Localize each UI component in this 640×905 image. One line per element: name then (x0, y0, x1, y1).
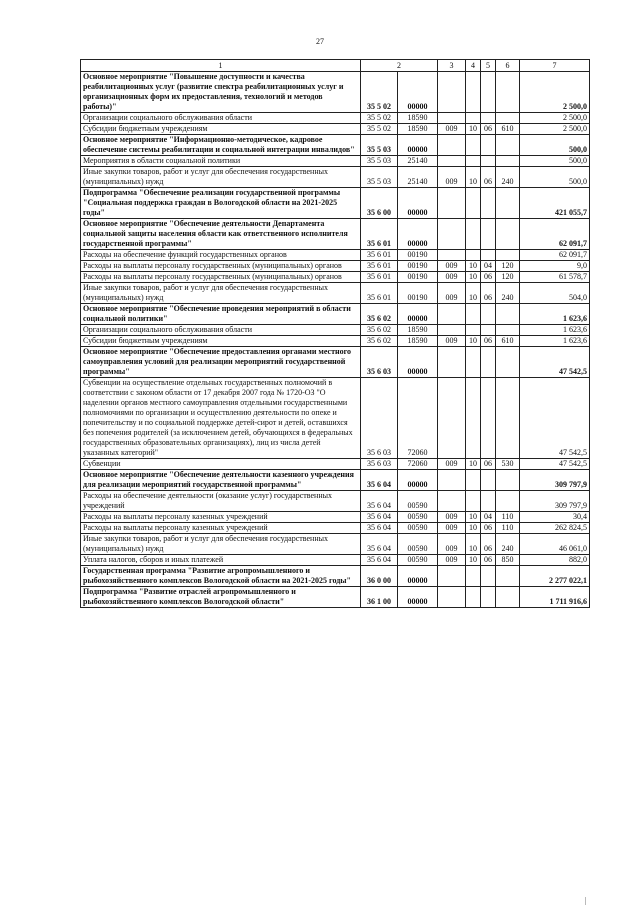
table-row (81, 113, 590, 124)
row-subsection-cell (481, 156, 496, 167)
row-subsection-cell: 06 (481, 555, 496, 566)
row-amount-cell: 309 797,9 (520, 491, 590, 512)
column-number-6: 6 (496, 60, 520, 72)
row-code-cell: 35 6 01 (361, 283, 398, 304)
row-ministry-cell (438, 347, 466, 378)
row-section-cell (466, 304, 481, 325)
row-section-cell (466, 113, 481, 124)
row-subsection-cell: 06 (481, 272, 496, 283)
row-section-cell: 10 (466, 124, 481, 135)
table-row (81, 459, 590, 470)
row-ministry-cell: 009 (438, 261, 466, 272)
column-number-3: 3 (438, 60, 466, 72)
row-code-cell: 35 6 02 (361, 304, 398, 325)
table-row (81, 523, 590, 534)
row-amount-cell: 62 091,7 (520, 250, 590, 261)
row-name-cell: Иные закупки товаров, работ и услуг для обеспечения государственных (муниципальных) нужд (81, 167, 361, 188)
row-amount-cell: 62 091,7 (520, 219, 590, 250)
row-ministry-cell (438, 156, 466, 167)
row-ministry-cell (438, 566, 466, 587)
row-subsection-cell (481, 491, 496, 512)
row-subsection-cell: 06 (481, 283, 496, 304)
row-amount-cell: 46 061,0 (520, 534, 590, 555)
row-subcode-cell: 00590 (398, 523, 438, 534)
row-amount-cell: 2 500,0 (520, 72, 590, 113)
table-row (81, 250, 590, 261)
row-code-cell: 36 0 00 (361, 566, 398, 587)
row-section-cell: 10 (466, 261, 481, 272)
table-row (81, 167, 590, 188)
row-amount-cell: 47 542,5 (520, 378, 590, 459)
row-name-cell: Расходы на выплаты персоналу государственных (муниципальных) органов (81, 272, 361, 283)
row-amount-cell: 9,0 (520, 261, 590, 272)
row-expense-type-cell: 240 (496, 283, 520, 304)
row-section-cell (466, 470, 481, 491)
row-subcode-cell: 18590 (398, 336, 438, 347)
row-code-cell: 35 6 04 (361, 523, 398, 534)
row-ministry-cell (438, 135, 466, 156)
row-section-cell: 10 (466, 534, 481, 555)
row-code-cell: 35 6 04 (361, 555, 398, 566)
row-ministry-cell: 009 (438, 167, 466, 188)
row-ministry-cell (438, 304, 466, 325)
table-row (81, 188, 590, 219)
row-expense-type-cell (496, 219, 520, 250)
row-section-cell: 10 (466, 336, 481, 347)
row-subcode-cell: 25140 (398, 167, 438, 188)
row-code-cell: 35 5 03 (361, 135, 398, 156)
row-subcode-cell: 00000 (398, 188, 438, 219)
row-ministry-cell: 009 (438, 555, 466, 566)
row-expense-type-cell: 610 (496, 336, 520, 347)
row-name-cell: Основное мероприятие "Повышение доступности и качества реабилитационных услуг (развитие спектра реабилитационных услуг и организационных форм их предоставления, технологий и методов работы)" (81, 72, 361, 113)
table-row (81, 555, 590, 566)
row-name-cell: Мероприятия в области социальной политики (81, 156, 361, 167)
row-amount-cell: 2 277 022,1 (520, 566, 590, 587)
table-row (81, 72, 590, 113)
row-subcode-cell: 00000 (398, 219, 438, 250)
row-name-cell: Организации социального обслуживания области (81, 113, 361, 124)
budget-table-body (81, 60, 590, 608)
row-code-cell: 35 5 02 (361, 124, 398, 135)
row-subcode-cell: 00590 (398, 512, 438, 523)
row-name-cell: Расходы на обеспечение деятельности (оказание услуг) государственных учреждений (81, 491, 361, 512)
table-row (81, 347, 590, 378)
row-subsection-cell: 06 (481, 167, 496, 188)
table-row (81, 124, 590, 135)
row-name-cell: Основное мероприятие "Обеспечение проведения мероприятий в области социальной политики" (81, 304, 361, 325)
column-number-4: 4 (466, 60, 481, 72)
row-expense-type-cell (496, 378, 520, 459)
row-expense-type-cell (496, 470, 520, 491)
column-number-row (81, 60, 590, 72)
row-subsection-cell (481, 250, 496, 261)
row-amount-cell: 421 055,7 (520, 188, 590, 219)
row-code-cell: 35 6 04 (361, 534, 398, 555)
row-ministry-cell: 009 (438, 283, 466, 304)
row-ministry-cell: 009 (438, 272, 466, 283)
table-row (81, 219, 590, 250)
column-number-5: 5 (481, 60, 496, 72)
row-section-cell: 10 (466, 283, 481, 304)
row-subcode-cell: 18590 (398, 124, 438, 135)
row-name-cell: Субсидии бюджетным учреждениям (81, 336, 361, 347)
row-subcode-cell: 18590 (398, 113, 438, 124)
row-subsection-cell (481, 135, 496, 156)
row-subcode-cell: 00000 (398, 566, 438, 587)
row-subsection-cell (481, 72, 496, 113)
row-expense-type-cell: 110 (496, 523, 520, 534)
row-ministry-cell (438, 113, 466, 124)
row-subcode-cell: 00000 (398, 587, 438, 608)
row-expense-type-cell (496, 587, 520, 608)
row-section-cell: 10 (466, 555, 481, 566)
row-subsection-cell (481, 347, 496, 378)
table-row (81, 156, 590, 167)
row-section-cell (466, 135, 481, 156)
row-ministry-cell: 009 (438, 336, 466, 347)
row-section-cell (466, 347, 481, 378)
row-ministry-cell (438, 491, 466, 512)
row-section-cell: 10 (466, 523, 481, 534)
row-section-cell (466, 188, 481, 219)
row-subsection-cell: 04 (481, 261, 496, 272)
row-code-cell: 35 6 01 (361, 219, 398, 250)
row-amount-cell: 47 542,5 (520, 347, 590, 378)
row-expense-type-cell: 240 (496, 167, 520, 188)
table-row (81, 566, 590, 587)
row-ministry-cell: 009 (438, 124, 466, 135)
row-subsection-cell: 06 (481, 124, 496, 135)
row-subsection-cell: 06 (481, 459, 496, 470)
table-row (81, 272, 590, 283)
table-row (81, 378, 590, 459)
row-name-cell: Субвенции на осуществление отдельных государственных полномочий в соответствии с законом области от 17 декабря 2007 года № 1720-ОЗ "О наделении органов местного самоуправления отдельными государственными полномочиями по организации и осуществлению деятельности по опеке и попечительству и по социальной поддержке детей-сирот и детей, оставшихся без попечения родителей (за исключением детей, обучающихся в федеральных государственных образовательных организациях), лиц из числа детей указанных категорий" (81, 378, 361, 459)
row-expense-type-cell (496, 250, 520, 261)
row-ministry-cell (438, 219, 466, 250)
column-number-2: 2 (361, 60, 438, 72)
row-amount-cell: 47 542,5 (520, 459, 590, 470)
row-amount-cell: 309 797,9 (520, 470, 590, 491)
row-expense-type-cell: 110 (496, 512, 520, 523)
row-ministry-cell (438, 470, 466, 491)
table-row (81, 512, 590, 523)
row-ministry-cell (438, 250, 466, 261)
row-section-cell (466, 219, 481, 250)
row-code-cell: 35 6 01 (361, 261, 398, 272)
row-code-cell: 35 6 04 (361, 491, 398, 512)
page-number: 27 (316, 37, 324, 46)
row-ministry-cell (438, 188, 466, 219)
row-code-cell: 35 6 01 (361, 272, 398, 283)
row-subcode-cell: 25140 (398, 156, 438, 167)
table-row (81, 336, 590, 347)
row-amount-cell: 2 500,0 (520, 124, 590, 135)
row-subcode-cell: 72060 (398, 459, 438, 470)
row-code-cell: 35 5 02 (361, 113, 398, 124)
row-amount-cell: 500,0 (520, 135, 590, 156)
row-expense-type-cell (496, 566, 520, 587)
row-subcode-cell: 00000 (398, 470, 438, 491)
table-row (81, 283, 590, 304)
row-subsection-cell: 06 (481, 336, 496, 347)
row-amount-cell: 30,4 (520, 512, 590, 523)
row-subcode-cell: 00590 (398, 491, 438, 512)
row-section-cell (466, 491, 481, 512)
row-subcode-cell: 00590 (398, 534, 438, 555)
row-subsection-cell: 04 (481, 512, 496, 523)
row-expense-type-cell (496, 347, 520, 378)
row-subcode-cell: 00000 (398, 347, 438, 378)
row-subcode-cell: 00190 (398, 261, 438, 272)
row-amount-cell: 500,0 (520, 167, 590, 188)
table-row (81, 325, 590, 336)
row-subsection-cell (481, 587, 496, 608)
row-name-cell: Государственная программа "Развитие агропромышленного и рыбохозяйственного комплексов Вологодской области на 2021-2025 годы" (81, 566, 361, 587)
row-name-cell: Уплата налогов, сборов и иных платежей (81, 555, 361, 566)
row-name-cell: Расходы на выплаты персоналу государственных (муниципальных) органов (81, 261, 361, 272)
row-amount-cell: 1 623,6 (520, 304, 590, 325)
row-name-cell: Основное мероприятие "Обеспечение деятельности Департамента социальной защиты населения области как ответственного исполнителя государственной программы" (81, 219, 361, 250)
row-expense-type-cell (496, 113, 520, 124)
row-ministry-cell: 009 (438, 459, 466, 470)
row-code-cell: 35 6 03 (361, 378, 398, 459)
row-ministry-cell (438, 378, 466, 459)
table-row (81, 304, 590, 325)
row-code-cell: 35 6 00 (361, 188, 398, 219)
row-code-cell: 35 6 01 (361, 250, 398, 261)
row-code-cell: 35 6 03 (361, 459, 398, 470)
table-row (81, 470, 590, 491)
table-row (81, 534, 590, 555)
row-expense-type-cell (496, 491, 520, 512)
row-amount-cell: 262 824,5 (520, 523, 590, 534)
row-amount-cell: 500,0 (520, 156, 590, 167)
row-subsection-cell (481, 113, 496, 124)
row-expense-type-cell (496, 72, 520, 113)
row-name-cell: Расходы на выплаты персоналу казенных учреждений (81, 512, 361, 523)
row-ministry-cell: 009 (438, 512, 466, 523)
row-amount-cell: 504,0 (520, 283, 590, 304)
row-amount-cell: 2 500,0 (520, 113, 590, 124)
row-amount-cell: 1 711 916,6 (520, 587, 590, 608)
row-subsection-cell (481, 378, 496, 459)
row-expense-type-cell (496, 156, 520, 167)
row-ministry-cell (438, 325, 466, 336)
row-subcode-cell: 00190 (398, 283, 438, 304)
row-expense-type-cell (496, 188, 520, 219)
table-row (81, 491, 590, 512)
row-name-cell: Основное мероприятие "Обеспечение деятельности казенного учреждения для реализации мероприятий государственной программы" (81, 470, 361, 491)
row-subcode-cell: 00000 (398, 304, 438, 325)
row-code-cell: 35 6 02 (361, 336, 398, 347)
column-number-1: 1 (81, 60, 361, 72)
row-subcode-cell: 72060 (398, 378, 438, 459)
row-code-cell: 35 5 02 (361, 72, 398, 113)
row-expense-type-cell: 610 (496, 124, 520, 135)
row-ministry-cell (438, 72, 466, 113)
row-name-cell: Основное мероприятие "Информационно-методическое, кадровое обеспечение системы реабилитации и социальной интеграции инвалидов" (81, 135, 361, 156)
row-subcode-cell: 00190 (398, 272, 438, 283)
row-expense-type-cell: 850 (496, 555, 520, 566)
row-code-cell: 35 6 02 (361, 325, 398, 336)
row-expense-type-cell: 240 (496, 534, 520, 555)
row-code-cell: 35 5 03 (361, 156, 398, 167)
row-expense-type-cell (496, 325, 520, 336)
row-name-cell: Расходы на обеспечение функций государственных органов (81, 250, 361, 261)
row-amount-cell: 1 623,6 (520, 336, 590, 347)
table-row (81, 261, 590, 272)
row-amount-cell: 1 623,6 (520, 325, 590, 336)
row-code-cell: 35 6 04 (361, 470, 398, 491)
row-amount-cell: 882,0 (520, 555, 590, 566)
row-amount-cell: 61 578,7 (520, 272, 590, 283)
row-section-cell (466, 587, 481, 608)
row-name-cell: Основное мероприятие "Обеспечение предоставления органами местного самоуправления условий для реализации мероприятий государственной программы" (81, 347, 361, 378)
row-subcode-cell: 00000 (398, 135, 438, 156)
row-subsection-cell (481, 219, 496, 250)
row-name-cell: Организации социального обслуживания области (81, 325, 361, 336)
row-name-cell: Субвенции (81, 459, 361, 470)
row-ministry-cell: 009 (438, 523, 466, 534)
column-number-7: 7 (520, 60, 590, 72)
row-section-cell (466, 72, 481, 113)
row-subsection-cell: 06 (481, 523, 496, 534)
row-code-cell: 35 6 04 (361, 512, 398, 523)
row-subcode-cell: 00590 (398, 555, 438, 566)
margin-mark: | (585, 896, 587, 905)
row-ministry-cell (438, 587, 466, 608)
row-section-cell (466, 156, 481, 167)
row-name-cell: Иные закупки товаров, работ и услуг для обеспечения государственных (муниципальных) нужд (81, 283, 361, 304)
row-subsection-cell (481, 566, 496, 587)
row-subcode-cell: 00000 (398, 72, 438, 113)
row-code-cell: 35 5 03 (361, 167, 398, 188)
row-section-cell: 10 (466, 167, 481, 188)
row-subsection-cell (481, 325, 496, 336)
row-section-cell (466, 250, 481, 261)
row-subcode-cell: 18590 (398, 325, 438, 336)
row-ministry-cell: 009 (438, 534, 466, 555)
row-section-cell (466, 378, 481, 459)
row-name-cell: Подпрограмма "Развитие отраслей агропромышленного и рыбохозяйственного комплексов Вологодской области" (81, 587, 361, 608)
row-section-cell (466, 325, 481, 336)
row-section-cell: 10 (466, 512, 481, 523)
row-subsection-cell (481, 470, 496, 491)
row-name-cell: Иные закупки товаров, работ и услуг для обеспечения государственных (муниципальных) нужд (81, 534, 361, 555)
row-code-cell: 35 6 03 (361, 347, 398, 378)
row-expense-type-cell (496, 135, 520, 156)
row-section-cell: 10 (466, 459, 481, 470)
row-name-cell: Расходы на выплаты персоналу казенных учреждений (81, 523, 361, 534)
table-row (81, 135, 590, 156)
budget-table (80, 59, 590, 608)
row-name-cell: Подпрограмма "Обеспечение реализации государственной программы "Социальная поддержка граждан в Вологодской области на 2021-2025 годы" (81, 188, 361, 219)
row-subsection-cell (481, 304, 496, 325)
row-name-cell: Субсидии бюджетным учреждениям (81, 124, 361, 135)
row-subcode-cell: 00190 (398, 250, 438, 261)
row-expense-type-cell: 120 (496, 272, 520, 283)
table-row (81, 587, 590, 608)
row-expense-type-cell: 120 (496, 261, 520, 272)
row-section-cell (466, 566, 481, 587)
row-expense-type-cell (496, 304, 520, 325)
row-expense-type-cell: 530 (496, 459, 520, 470)
row-section-cell: 10 (466, 272, 481, 283)
row-code-cell: 36 1 00 (361, 587, 398, 608)
row-subsection-cell: 06 (481, 534, 496, 555)
row-subsection-cell (481, 188, 496, 219)
